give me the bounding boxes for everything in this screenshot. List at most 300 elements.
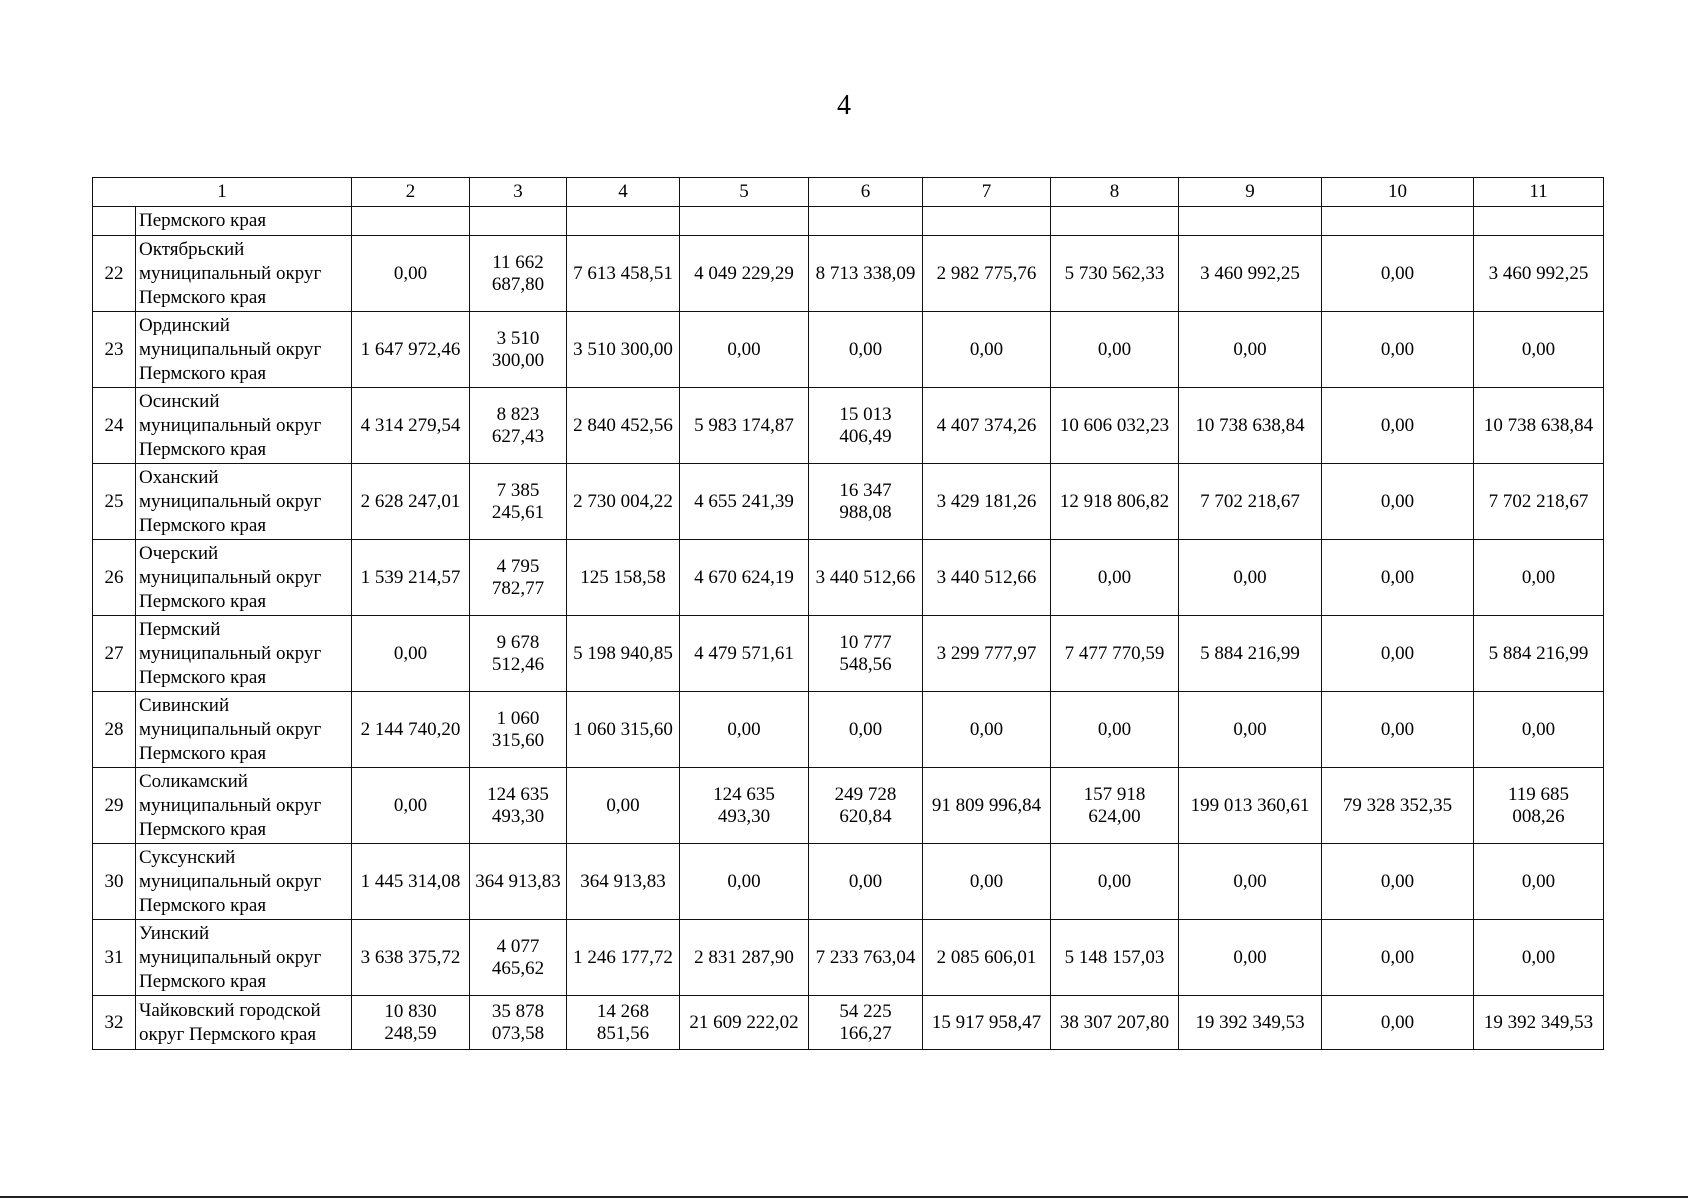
value-cell-line: 0,00 <box>1380 1011 1415 1033</box>
municipality-name <box>136 464 352 540</box>
value-cell-line: 91 809 996,84 <box>931 794 1042 816</box>
value-cell-line: 3 429 181,26 <box>936 490 1037 512</box>
value-cell <box>1322 844 1474 920</box>
municipality-name <box>136 540 352 616</box>
value-cell-line: 315,60 <box>491 729 545 751</box>
value-cell <box>923 388 1051 464</box>
value-cell-line: 125 158,58 <box>580 566 666 588</box>
value-cell-line: 4 479 571,61 <box>694 642 794 664</box>
value-cell-line: 0,00 <box>1380 870 1415 892</box>
table-row <box>93 464 1604 540</box>
value-cell <box>923 768 1051 844</box>
value-cell-line: 0,00 <box>1233 870 1267 892</box>
value-cell-line: 0,00 <box>606 794 640 816</box>
value-cell-line: 2 840 452,56 <box>573 414 673 436</box>
value-cell-line: 12 918 806,82 <box>1059 490 1170 512</box>
value-cell-line: 3 510 300,00 <box>573 338 673 360</box>
value-cell <box>680 312 809 388</box>
value-cell-line: 7 477 770,59 <box>1064 642 1165 664</box>
municipality-name-line: Пермского края <box>139 210 267 231</box>
municipality-name-line: Сивинский <box>139 694 230 716</box>
value-cell-line: 16 347 <box>839 479 892 501</box>
value-cell-line: 0,00 <box>969 870 1004 892</box>
value-cell <box>1051 920 1179 996</box>
value-cell-line: 0,00 <box>1380 338 1415 360</box>
municipality-name-line: Октябрьский <box>139 238 245 260</box>
header-cell: 9 <box>1179 178 1322 207</box>
value-cell <box>809 844 923 920</box>
value-cell-line: 7 613 458,51 <box>573 262 673 284</box>
value-cell <box>1474 464 1604 540</box>
value-cell-line: 7 702 218,67 <box>1200 490 1300 512</box>
value-cell <box>567 388 680 464</box>
table-header-row <box>93 178 1604 207</box>
table-row-continuation <box>93 207 1604 236</box>
value-cell <box>1474 692 1604 768</box>
value-cell <box>809 920 923 996</box>
value-cell <box>567 236 680 312</box>
value-cell <box>809 312 923 388</box>
value-cell-line: 15 917 958,47 <box>931 1011 1042 1033</box>
value-cell-line: 1 246 177,72 <box>573 946 673 968</box>
row-number: 29 <box>93 768 136 844</box>
header-cell: 8 <box>1051 178 1179 207</box>
value-cell-line: 4 314 279,54 <box>360 414 461 436</box>
value-cell <box>1051 464 1179 540</box>
value-cell-line: 0,00 <box>848 870 883 892</box>
value-cell-line: 4 670 624,19 <box>694 566 794 588</box>
value-cell-line: 493,30 <box>717 805 771 827</box>
municipality-name-line: Ординский <box>139 314 230 336</box>
value-cell-line: 166,27 <box>839 1022 892 1044</box>
row-number: 24 <box>93 388 136 464</box>
value-cell-line: 0,00 <box>1097 566 1132 588</box>
value-cell <box>1474 388 1604 464</box>
value-cell <box>1051 616 1179 692</box>
value-cell-line: 7 233 763,04 <box>815 946 916 968</box>
value-cell-line: 687,80 <box>491 273 545 295</box>
value-cell-line: 0,00 <box>848 718 883 740</box>
table-row <box>93 844 1604 920</box>
value-cell-line: 15 013 <box>839 403 892 425</box>
municipality-name <box>136 312 352 388</box>
value-cell <box>1474 236 1604 312</box>
value-cell <box>567 996 680 1050</box>
municipality-name-line: Пермского края <box>139 666 267 688</box>
value-cell <box>923 540 1051 616</box>
value-cell-line: 0,00 <box>1233 338 1267 360</box>
value-cell-line: 3 299 777,97 <box>936 642 1037 664</box>
value-cell <box>680 692 809 768</box>
value-cell-line: 4 655 241,39 <box>694 490 794 512</box>
value-cell-line: 0,00 <box>1233 718 1267 740</box>
value-cell-line: 5 884 216,99 <box>1200 642 1300 664</box>
header-cell: 5 <box>680 178 809 207</box>
value-cell <box>352 388 470 464</box>
value-cell <box>470 692 567 768</box>
value-cell-line: 851,56 <box>596 1022 650 1044</box>
value-cell <box>680 768 809 844</box>
value-cell <box>1051 540 1179 616</box>
value-cell-line: 21 609 222,02 <box>689 1011 799 1033</box>
municipality-name <box>136 236 352 312</box>
value-cell <box>1322 996 1474 1050</box>
value-cell <box>923 844 1051 920</box>
value-cell <box>809 207 923 236</box>
value-cell-line: 0,00 <box>1521 338 1556 360</box>
value-cell-line: 124 635 <box>487 783 549 805</box>
value-cell-line: 245,61 <box>491 501 545 523</box>
row-number: 32 <box>93 996 136 1050</box>
table-row <box>93 768 1604 844</box>
value-cell-line: 157 918 <box>1083 783 1146 805</box>
value-cell <box>352 312 470 388</box>
municipality-name <box>136 207 352 236</box>
row-number: 22 <box>93 236 136 312</box>
value-cell <box>809 616 923 692</box>
value-cell <box>1051 312 1179 388</box>
value-cell-line: 548,56 <box>839 653 892 675</box>
municipality-name-line: Чайковский городской <box>139 999 321 1021</box>
value-cell <box>1474 616 1604 692</box>
municipality-name <box>136 768 352 844</box>
value-cell-line: 406,49 <box>839 425 892 447</box>
value-cell <box>470 844 567 920</box>
value-cell-line: 5 730 562,33 <box>1064 262 1165 284</box>
value-cell <box>1322 388 1474 464</box>
value-cell-line: 19 392 349,53 <box>1483 1011 1594 1033</box>
value-cell <box>923 464 1051 540</box>
header-cell: 6 <box>809 178 923 207</box>
value-cell-line: 0,00 <box>1521 870 1556 892</box>
value-cell <box>680 207 809 236</box>
value-cell-line: 199 013 360,61 <box>1190 794 1310 816</box>
value-cell <box>1322 920 1474 996</box>
municipality-name-line: Суксунский <box>139 846 236 868</box>
page-edge-line <box>0 1196 1688 1198</box>
value-cell <box>1474 540 1604 616</box>
value-cell <box>470 616 567 692</box>
value-cell <box>470 207 567 236</box>
value-cell <box>1179 692 1322 768</box>
municipality-name <box>136 920 352 996</box>
value-cell-line: 2 982 775,76 <box>936 262 1037 284</box>
value-cell <box>352 207 470 236</box>
value-cell <box>352 692 470 768</box>
value-cell <box>567 464 680 540</box>
value-cell-line: 3 510 <box>496 327 540 349</box>
value-cell-line: 3 440 512,66 <box>815 566 916 588</box>
value-cell <box>1322 207 1474 236</box>
municipality-name-line: муниципальный округ <box>139 414 322 436</box>
value-cell-line: 2 144 740,20 <box>360 718 461 740</box>
value-cell <box>1179 920 1322 996</box>
value-cell-line: 988,08 <box>839 501 892 523</box>
value-cell-line: 008,26 <box>1512 805 1565 827</box>
value-cell <box>680 920 809 996</box>
value-cell <box>1179 844 1322 920</box>
value-cell <box>470 768 567 844</box>
value-cell-line: 0,00 <box>1097 338 1132 360</box>
value-cell-line: 7 702 218,67 <box>1488 490 1589 512</box>
table-row <box>93 312 1604 388</box>
value-cell-line: 512,46 <box>491 653 545 675</box>
value-cell-line: 9 678 <box>496 631 540 653</box>
value-cell-line: 364 913,83 <box>475 870 561 892</box>
value-cell-line: 300,00 <box>491 349 545 371</box>
value-cell-line: 3 440 512,66 <box>936 566 1037 588</box>
municipality-name-line: Пермского края <box>139 970 267 992</box>
value-cell <box>1474 844 1604 920</box>
value-cell <box>1179 312 1322 388</box>
municipality-name-line: Пермского края <box>139 742 267 764</box>
value-cell <box>1179 236 1322 312</box>
value-cell <box>809 464 923 540</box>
value-cell <box>1322 464 1474 540</box>
value-cell <box>1322 768 1474 844</box>
value-cell-line: 0,00 <box>969 718 1004 740</box>
header-cell: 3 <box>470 178 567 207</box>
value-cell-line: 0,00 <box>1097 718 1132 740</box>
value-cell-line: 0,00 <box>969 338 1004 360</box>
value-cell-line: 0,00 <box>1380 718 1415 740</box>
value-cell <box>1051 388 1179 464</box>
value-cell-line: 0,00 <box>727 338 761 360</box>
value-cell <box>1179 207 1322 236</box>
value-cell <box>923 207 1051 236</box>
value-cell <box>470 312 567 388</box>
value-cell <box>470 920 567 996</box>
municipality-name-line: Пермского края <box>139 286 267 308</box>
value-cell-line: 79 328 352,35 <box>1342 794 1453 816</box>
value-cell <box>1051 236 1179 312</box>
value-cell <box>809 768 923 844</box>
value-cell-line: 0,00 <box>393 794 428 816</box>
municipality-name-line: Очерский <box>139 542 219 564</box>
value-cell-line: 4 795 <box>496 555 540 577</box>
value-cell <box>809 236 923 312</box>
value-cell <box>1179 388 1322 464</box>
value-cell <box>470 996 567 1050</box>
value-cell-line: 782,77 <box>491 577 545 599</box>
value-cell <box>567 844 680 920</box>
row-number: 27 <box>93 616 136 692</box>
value-cell <box>1474 768 1604 844</box>
value-cell-line: 2 730 004,22 <box>573 490 673 512</box>
value-cell-line: 11 662 <box>492 251 544 273</box>
value-cell-line: 5 148 157,03 <box>1064 946 1165 968</box>
municipality-name-line: муниципальный округ <box>139 946 322 968</box>
value-cell-line: 1 060 315,60 <box>573 718 673 740</box>
value-cell <box>809 996 923 1050</box>
value-cell <box>923 996 1051 1050</box>
value-cell <box>1474 312 1604 388</box>
row-number: 28 <box>93 692 136 768</box>
header-cell: 2 <box>352 178 470 207</box>
value-cell-line: 3 460 992,25 <box>1200 262 1300 284</box>
value-cell-line: 248,59 <box>384 1022 437 1044</box>
value-cell <box>470 464 567 540</box>
budget-table <box>92 177 1604 1050</box>
municipality-name-line: Пермского края <box>139 514 267 536</box>
value-cell-line: 0,00 <box>393 262 428 284</box>
value-cell <box>923 312 1051 388</box>
header-cell: 11 <box>1474 178 1604 207</box>
value-cell-line: 5 884 216,99 <box>1488 642 1589 664</box>
value-cell <box>680 996 809 1050</box>
value-cell <box>1051 768 1179 844</box>
value-cell-line: 38 307 207,80 <box>1059 1011 1170 1033</box>
value-cell <box>680 236 809 312</box>
value-cell <box>923 236 1051 312</box>
value-cell <box>1322 540 1474 616</box>
municipality-name-line: Пермского края <box>139 894 267 916</box>
value-cell-line: 2 831 287,90 <box>694 946 794 968</box>
row-number: 25 <box>93 464 136 540</box>
value-cell-line: 8 823 <box>496 403 540 425</box>
value-cell-line: 624,00 <box>1088 805 1141 827</box>
table-row <box>93 236 1604 312</box>
value-cell <box>809 692 923 768</box>
value-cell-line: 0,00 <box>1521 566 1556 588</box>
value-cell-line: 0,00 <box>727 718 761 740</box>
value-cell <box>470 540 567 616</box>
value-cell-line: 364 913,83 <box>580 870 666 892</box>
value-cell <box>1322 692 1474 768</box>
value-cell-line: 10 738 638,84 <box>1195 414 1305 436</box>
value-cell <box>352 236 470 312</box>
value-cell <box>567 692 680 768</box>
header-cell: 7 <box>923 178 1051 207</box>
value-cell-line: 0,00 <box>1380 566 1415 588</box>
value-cell-line: 3 638 375,72 <box>360 946 461 968</box>
value-cell-line: 0,00 <box>1097 870 1132 892</box>
value-cell-line: 54 225 <box>839 1000 892 1022</box>
table-row <box>93 540 1604 616</box>
value-cell <box>567 616 680 692</box>
value-cell-line: 1 539 214,57 <box>360 566 461 588</box>
value-cell-line: 0,00 <box>1233 946 1267 968</box>
value-cell-line: 0,00 <box>393 642 428 664</box>
table-row <box>93 616 1604 692</box>
value-cell <box>809 540 923 616</box>
row-number: 31 <box>93 920 136 996</box>
value-cell-line: 0,00 <box>1521 946 1556 968</box>
municipality-name-line: Пермского края <box>139 818 267 840</box>
page-number: 4 <box>837 90 851 121</box>
value-cell <box>923 920 1051 996</box>
value-cell <box>1474 207 1604 236</box>
value-cell <box>1474 920 1604 996</box>
value-cell-line: 3 460 992,25 <box>1488 262 1589 284</box>
table-row <box>93 996 1604 1050</box>
value-cell <box>1179 540 1322 616</box>
municipality-name-line: Осинский <box>139 390 220 412</box>
value-cell-line: 0,00 <box>1380 262 1415 284</box>
value-cell-line: 0,00 <box>1380 946 1415 968</box>
header-cell: 4 <box>567 178 680 207</box>
value-cell-line: 0,00 <box>848 338 883 360</box>
municipality-name-line: муниципальный округ <box>139 794 322 816</box>
value-cell-line: 5 198 940,85 <box>573 642 673 664</box>
municipality-name-line: Пермского края <box>139 590 267 612</box>
value-cell <box>567 768 680 844</box>
value-cell <box>680 464 809 540</box>
value-cell <box>680 540 809 616</box>
value-cell-line: 4 077 <box>496 935 540 957</box>
value-cell-line: 19 392 349,53 <box>1195 1011 1305 1033</box>
value-cell <box>1051 844 1179 920</box>
value-cell-line: 1 647 972,46 <box>360 338 461 360</box>
municipality-name <box>136 844 352 920</box>
municipality-name-line: муниципальный округ <box>139 262 322 284</box>
value-cell-line: 35 878 <box>491 1000 545 1022</box>
value-cell <box>352 540 470 616</box>
municipality-name-line: муниципальный округ <box>139 338 322 360</box>
municipality-name <box>136 692 352 768</box>
value-cell-line: 493,30 <box>491 805 545 827</box>
value-cell-line: 620,84 <box>839 805 892 827</box>
value-cell <box>680 844 809 920</box>
value-cell-line: 0,00 <box>727 870 761 892</box>
value-cell-line: 14 268 <box>596 1000 650 1022</box>
value-cell <box>567 920 680 996</box>
value-cell <box>1051 692 1179 768</box>
value-cell <box>352 768 470 844</box>
row-number: 23 <box>93 312 136 388</box>
municipality-name-line: муниципальный округ <box>139 642 322 664</box>
value-cell <box>680 388 809 464</box>
value-cell-line: 10 830 <box>384 1000 437 1022</box>
value-cell-line: 4 049 229,29 <box>694 262 794 284</box>
value-cell-line: 073,58 <box>491 1022 545 1044</box>
value-cell-line: 124 635 <box>713 783 775 805</box>
value-cell <box>352 996 470 1050</box>
value-cell <box>1322 616 1474 692</box>
value-cell <box>923 692 1051 768</box>
value-cell <box>1179 616 1322 692</box>
value-cell-line: 627,43 <box>491 425 545 447</box>
value-cell <box>1474 996 1604 1050</box>
value-cell <box>470 236 567 312</box>
value-cell-line: 2 628 247,01 <box>360 490 461 512</box>
value-cell <box>1051 996 1179 1050</box>
value-cell-line: 5 983 174,87 <box>694 414 794 436</box>
value-cell-line: 10 777 <box>839 631 892 653</box>
row-number <box>93 207 136 236</box>
value-cell-line: 2 085 606,01 <box>936 946 1037 968</box>
value-cell <box>1179 996 1322 1050</box>
municipality-name <box>136 996 352 1050</box>
table-row <box>93 692 1604 768</box>
municipality-name-line: муниципальный округ <box>139 566 322 588</box>
value-cell-line: 1 445 314,08 <box>360 870 461 892</box>
value-cell <box>352 920 470 996</box>
value-cell-line: 119 685 <box>1507 783 1570 805</box>
value-cell <box>1179 464 1322 540</box>
value-cell-line: 10 738 638,84 <box>1483 414 1594 436</box>
value-cell <box>1051 207 1179 236</box>
value-cell-line: 1 060 <box>496 707 540 729</box>
header-cell: 1 <box>93 178 352 207</box>
table-row <box>93 920 1604 996</box>
value-cell <box>567 312 680 388</box>
municipality-name <box>136 616 352 692</box>
value-cell <box>809 388 923 464</box>
municipality-name <box>136 388 352 464</box>
municipality-name-line: муниципальный округ <box>139 718 322 740</box>
municipality-name-line: муниципальный округ <box>139 490 322 512</box>
